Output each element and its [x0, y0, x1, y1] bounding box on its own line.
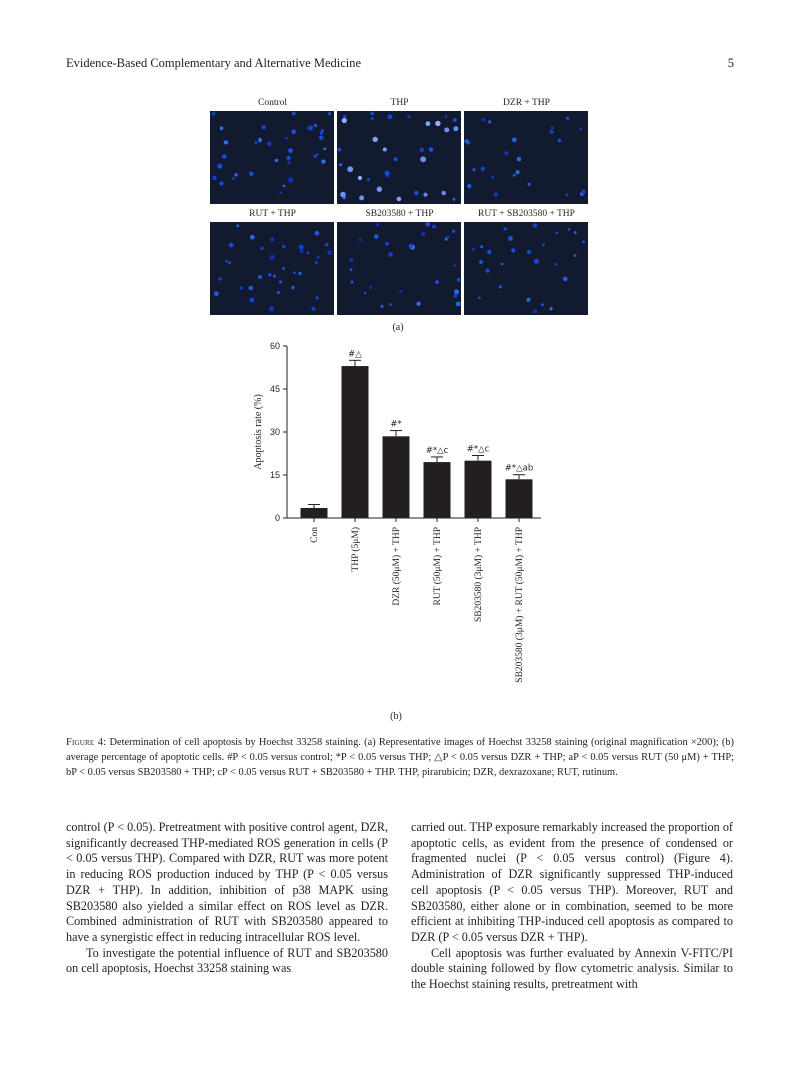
micro-title-control: Control: [257, 98, 288, 108]
nucleus: [442, 191, 446, 195]
nucleus: [370, 112, 374, 116]
significance-label: #*△c: [466, 444, 490, 455]
nucleus: [533, 309, 537, 313]
nucleus: [445, 115, 447, 117]
nucleus: [426, 222, 430, 226]
nucleus: [454, 289, 459, 294]
nucleus: [285, 137, 288, 140]
nucleus: [314, 124, 317, 127]
nucleus: [407, 115, 410, 118]
nucleus: [277, 291, 280, 294]
nucleus: [446, 236, 449, 239]
nucleus: [338, 148, 342, 152]
nucleus: [291, 286, 294, 289]
bar: [383, 436, 410, 518]
nucleus: [467, 184, 471, 188]
nucleus: [478, 296, 481, 299]
significance-label: #*△ab: [504, 463, 534, 474]
nucleus: [479, 260, 483, 264]
journal-title: Evidence-Based Complementary and Alternative Medicine: [66, 56, 362, 70]
nuclei-layer: [464, 111, 588, 204]
nucleus: [219, 277, 222, 280]
nuclei-layer: [337, 111, 461, 204]
nucleus: [255, 141, 258, 144]
nucleus: [550, 307, 553, 310]
nucleus: [214, 291, 219, 296]
nucleus: [347, 166, 353, 172]
nucleus: [219, 163, 222, 166]
nucleus: [312, 307, 316, 311]
y-tick-label: 15: [269, 470, 280, 480]
nucleus: [298, 272, 301, 275]
nucleus: [482, 118, 486, 122]
nucleus: [316, 153, 319, 156]
nucleus: [212, 176, 216, 180]
micrograph-dzr-thp: [464, 111, 588, 204]
nucleus: [574, 231, 577, 234]
nucleus: [397, 197, 402, 202]
nucleus: [229, 243, 234, 248]
nucleus: [262, 125, 266, 129]
nucleus: [376, 223, 379, 226]
nucleus: [420, 148, 424, 152]
running-header: [66, 56, 734, 74]
nucleus: [374, 234, 378, 238]
nucleus: [453, 264, 456, 267]
nucleus: [385, 171, 390, 176]
nucleus: [291, 130, 296, 135]
nucleus: [250, 235, 255, 240]
nucleus: [328, 112, 331, 115]
nucleus: [359, 238, 362, 241]
body-column-left: [66, 820, 388, 977]
nucleus: [511, 248, 515, 252]
nucleus: [288, 161, 291, 164]
apoptosis-bar-chart: [240, 336, 560, 711]
bar: [424, 462, 451, 518]
panel-a-label: (a): [392, 322, 404, 333]
nucleus: [327, 251, 331, 255]
nucleus: [236, 224, 239, 227]
micro-title-dzr-thp: DZR + THP: [503, 98, 550, 108]
y-tick-label: 30: [269, 427, 280, 437]
nucleus: [292, 112, 296, 116]
nucleus: [267, 142, 271, 146]
nucleus: [343, 115, 346, 118]
nucleus: [494, 192, 498, 196]
nucleus: [420, 156, 426, 162]
nucleus: [481, 167, 485, 171]
nucleus: [542, 244, 545, 247]
bar: [301, 508, 328, 518]
nucleus: [315, 231, 320, 236]
nucleus: [282, 267, 285, 270]
nucleus: [358, 176, 362, 180]
nucleus: [456, 302, 461, 307]
nucleus: [258, 138, 262, 142]
micrograph-rut-sb-thp: [464, 222, 588, 315]
nucleus: [220, 127, 224, 131]
nucleus: [364, 292, 367, 295]
nucleus: [394, 157, 398, 161]
nucleus: [423, 193, 427, 197]
nucleus: [219, 181, 223, 185]
nucleus: [487, 250, 491, 254]
x-tick-label: Con: [310, 527, 320, 543]
micrograph-rut-thp: [210, 222, 334, 315]
nucleus: [414, 191, 419, 196]
nucleus: [534, 259, 539, 264]
page-number: 5: [727, 56, 734, 70]
nucleus: [568, 228, 570, 230]
figure-caption: [66, 735, 734, 780]
nucleus: [225, 260, 228, 263]
nucleus: [432, 225, 436, 229]
bar: [506, 479, 533, 518]
nuclei-layer: [210, 111, 334, 204]
nucleus: [275, 159, 278, 162]
micrograph-thp: [337, 111, 461, 204]
nucleus: [340, 192, 346, 198]
nucleus: [371, 117, 374, 120]
nucleus: [232, 177, 235, 180]
nucleus: [321, 159, 325, 163]
nucleus: [222, 154, 227, 159]
nucleus: [453, 126, 458, 131]
nucleus: [250, 298, 255, 303]
nucleus: [317, 256, 320, 259]
bar: [465, 461, 492, 518]
caption-text: Determination of cell apoptosis by Hoechst 33258 staining. (a) Representative images of Hoechst 33258 staining (original magnification ×200); (b) average percentage of apoptotic cells. #P < 0.05 versus control; *P < 0.05 versus THP; △P < 0.05 versus DZR + THP; aP < 0.05 versus RUT (50 μM) + THP; bP < 0.05 versus SB203580 + THP; cP < 0.05 versus RUT + SB203580 + THP. THP, pirarubicin; DZR, dexrazoxane; RUT, rutinum.: [66, 737, 734, 778]
nucleus: [416, 302, 420, 306]
paragraph: Cell apoptosis was further evaluated by Annexin V-FITC/PI double staining followed by flow cytometric analysis. Similar to the Hoechst staining results, pretreatment with: [411, 945, 733, 992]
micrograph-control: [210, 111, 334, 204]
significance-label: #*: [390, 419, 402, 430]
nucleus: [465, 139, 469, 143]
nucleus: [554, 263, 557, 266]
y-tick-label: 0: [274, 513, 280, 523]
nucleus: [383, 148, 387, 152]
nucleus: [224, 140, 228, 144]
y-tick-label: 60: [269, 341, 280, 351]
nucleus: [582, 241, 585, 244]
nucleus: [480, 245, 483, 248]
nucleus: [228, 261, 231, 264]
nucleus: [258, 275, 262, 279]
nucleus: [444, 127, 449, 132]
nucleus: [388, 252, 393, 257]
nucleus: [273, 275, 276, 278]
nucleus: [321, 129, 324, 132]
nucleus: [582, 190, 586, 194]
nucleus: [342, 118, 347, 123]
nucleus: [435, 121, 440, 126]
nucleus: [499, 285, 502, 288]
nucleus: [282, 245, 286, 249]
nucleus: [211, 112, 215, 116]
nucleus: [316, 296, 319, 299]
nucleus: [426, 121, 431, 126]
nucleus: [349, 258, 353, 262]
nucleus: [488, 120, 491, 123]
micro-title-rut-sb-thp: RUT + SB203580 + THP: [478, 209, 575, 219]
nucleus: [550, 130, 554, 134]
x-tick-label: THP (5μM): [351, 527, 361, 572]
nucleus: [369, 286, 372, 289]
nucleus: [435, 280, 439, 284]
nucleus: [574, 254, 577, 257]
y-axis-label: Apoptosis rate (%): [253, 394, 264, 470]
nucleus: [299, 245, 304, 250]
nucleus: [279, 280, 282, 283]
nucleus: [268, 273, 271, 276]
nucleus: [454, 294, 458, 298]
x-tick-label: DZR (50μM) + THP: [392, 527, 402, 606]
panel-b-label: (b): [390, 711, 402, 722]
micro-title-rut-thp: RUT + THP: [249, 209, 296, 219]
nucleus: [387, 114, 392, 119]
nucleus: [512, 138, 517, 143]
significance-label: #*△c: [425, 445, 449, 456]
nucleus: [504, 151, 508, 155]
y-tick-label: 45: [269, 384, 280, 394]
nucleus: [367, 178, 370, 181]
nucleus: [249, 172, 254, 177]
nucleus: [389, 303, 392, 306]
nucleus: [508, 236, 513, 241]
nucleus: [551, 127, 554, 130]
nucleus: [541, 303, 544, 306]
nucleus: [513, 174, 516, 177]
nucleus: [504, 227, 507, 230]
nucleus: [288, 177, 293, 182]
nucleus: [373, 137, 378, 142]
micrograph-sb-thp: [337, 222, 461, 315]
nuclei-layer: [464, 222, 588, 315]
paragraph: carried out. THP exposure remarkably increased the proportion of apoptotic cells, as evident from the presence of condensed or fragmented nuclei (P < 0.05 versus control) (Figure 4). Administration of DZR significantly suppressed THP-induced cell apoptosis (P < 0.05 versus THP). Moreover, RUT and SB203580, either alone or in combination, seemed to be more efficient at inhibiting THP-induced cell apoptosis as compared to DZR (P < 0.05 versus DZR + THP).: [411, 820, 733, 944]
nucleus: [339, 163, 342, 166]
nucleus: [421, 232, 425, 236]
nucleus: [579, 128, 582, 131]
nucleus: [314, 155, 317, 158]
nucleus: [565, 193, 568, 196]
nucleus: [286, 156, 290, 160]
x-tick-label: RUT (50μM) + THP: [433, 527, 443, 606]
nucleus: [400, 290, 403, 293]
nucleus: [240, 287, 243, 290]
nucleus: [270, 237, 274, 241]
nucleus: [261, 247, 264, 250]
nucleus: [453, 118, 457, 122]
caption-label: Figure 4:: [66, 737, 107, 748]
nucleus: [249, 286, 254, 291]
nucleus: [288, 148, 293, 153]
nucleus: [293, 272, 295, 274]
nucleus: [457, 278, 461, 282]
nucleus: [409, 244, 413, 248]
nucleus: [385, 242, 389, 246]
nucleus: [501, 263, 504, 266]
nucleus: [350, 268, 353, 271]
nucleus: [359, 195, 364, 200]
nucleus: [486, 269, 490, 273]
nucleus: [270, 255, 275, 260]
x-tick-label: SB203580 (3μM) + RUT (50μM) + THP: [515, 527, 525, 683]
nucleus: [556, 232, 558, 234]
nucleus: [452, 198, 455, 201]
nucleus: [279, 192, 281, 194]
paragraph: To investigate the potential influence of RUT and SB203580 on cell apoptosis, Hoechst 33258 staining was: [66, 945, 388, 976]
nucleus: [323, 148, 326, 151]
nucleus: [234, 173, 238, 177]
nuclei-layer: [337, 222, 461, 315]
nucleus: [315, 261, 318, 264]
nucleus: [452, 230, 455, 233]
micro-title-thp: THP: [390, 98, 409, 108]
micro-title-sb-thp: SB203580 + THP: [365, 209, 434, 219]
nucleus: [429, 147, 434, 152]
bar: [342, 366, 369, 518]
nucleus: [528, 183, 531, 186]
nucleus: [491, 176, 494, 179]
nucleus: [377, 187, 382, 192]
nucleus: [527, 250, 531, 254]
nucleus: [566, 117, 569, 120]
nucleus: [563, 277, 568, 282]
nucleus: [527, 298, 531, 302]
nuclei-layer: [210, 222, 334, 315]
nucleus: [517, 157, 522, 162]
nucleus: [516, 170, 520, 174]
nucleus: [558, 139, 561, 142]
nucleus: [319, 136, 324, 141]
nucleus: [472, 248, 475, 251]
nucleus: [269, 306, 274, 311]
significance-label: #△: [348, 349, 362, 360]
nucleus: [283, 185, 286, 188]
paragraph: control (P < 0.05). Pretreatment with positive control agent, DZR, significantly decreased THP-mediated ROS generation in cells (P < 0.05 versus THP). Compared with DZR, RUT was more potent in reducing ROS production induced by THP (P < 0.05 versus DZR + THP). In addition, inhibition of p38 MAPK using SB203580 also yielded a similar effect on ROS level as DZR. Combined administration of RUT with SB203580 appeared to have a synergistic effect in reducing intracellular ROS level.: [66, 820, 388, 944]
nucleus: [307, 252, 310, 255]
nucleus: [472, 168, 475, 171]
nucleus: [350, 281, 353, 284]
nucleus: [308, 125, 313, 130]
x-tick-label: SB203580 (3μM) + THP: [474, 527, 484, 622]
body-column-right: [411, 820, 733, 993]
nucleus: [380, 305, 383, 308]
nucleus: [300, 250, 303, 253]
nucleus: [325, 243, 328, 246]
nucleus: [533, 223, 537, 227]
